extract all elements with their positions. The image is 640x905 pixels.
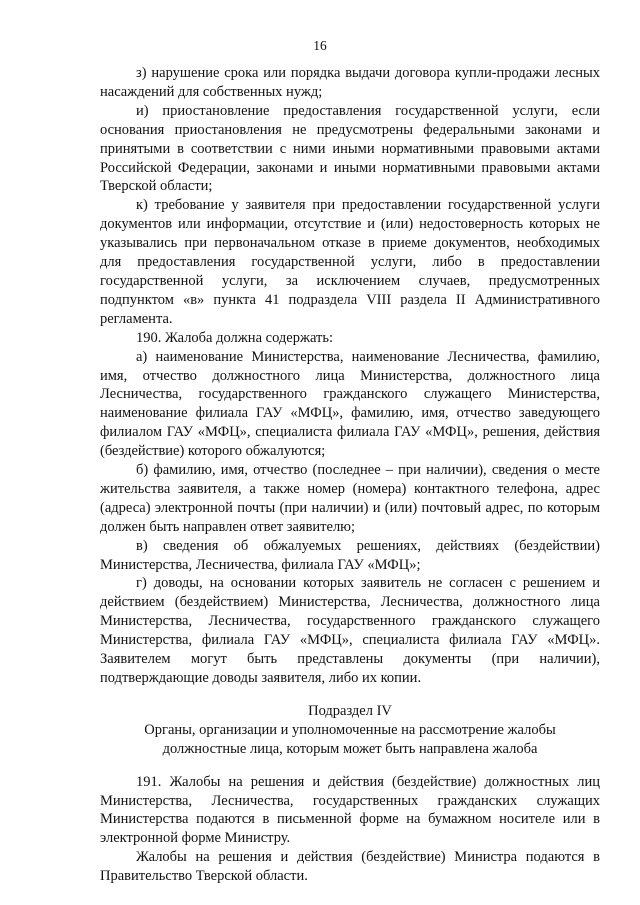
- paragraph-item-z: з) нарушение срока или порядка выдачи договора купли-продажи лесных насаждений для собственных нужд;: [100, 65, 600, 100]
- page-number: 16: [313, 38, 327, 53]
- heading-title-line-2: должностные лица, которым может быть направлена жалоба: [162, 740, 538, 757]
- paragraph-item-k: к) требование у заявителя при предоставлении государственной услуги документов или информации, отсутствие и (или) недостоверность которых не указывались при первоначальном отказе в приеме документов, необходимых для предоставления государственной услуги, либо в предоставлении государственной услуги, за исключением случаев, предусмотренных подпунктом «в» пункта 41 подраздела VIII раздела II Административного регламента.: [100, 197, 600, 327]
- heading-title-line-1: Органы, организации и уполномоченные на рассмотрение жалобы: [144, 721, 556, 738]
- heading-subsection-number: Подраздел IV: [308, 702, 392, 719]
- section-heading: [100, 702, 600, 759]
- paragraph-190: 190. Жалоба должна содержать:: [136, 329, 334, 346]
- paragraph-minister-complaints: Жалобы на решения и действия (бездействие) Министра подаются в Правительство Тверской области.: [100, 849, 600, 885]
- paragraph-item-i: и) приостановление предоставления государственной услуги, если основания приостановления не предусмотрены федеральными законами и принятыми в соответствии с ними иными нормативными правовыми актами Российской Федерации, законами и иными нормативными правовыми актами Тверской области;: [100, 102, 600, 195]
- paragraph-item-v: в) сведения об обжалуемых решениях, действиях (бездействии) Министерства, Лесничества, филиала ГАУ «МФЦ»;: [100, 537, 600, 573]
- paragraph-item-b: б) фамилию, имя, отчество (последнее – при наличии), сведения о месте жительства заявителя, а также номер (номера) контактного телефона, адрес (адреса) электронной почты (при наличии) и (или) почтовый адрес, по которым должен быть направлен ответ заявителю;: [100, 462, 600, 535]
- paragraph-item-a: а) наименование Министерства, наименование Лесничества, фамилию, имя, отчество должностного лица Министерства, должностного лица Лесничества, государственного гражданского служащего Министерства, наименование филиала ГАУ «МФЦ», фамилию, имя, отчество заведующего филиалом ГАУ «МФЦ», специалиста филиала ГАУ «МФЦ», решения, действия (бездействие) которого обжалуются;: [100, 348, 600, 460]
- document-body: [100, 64, 600, 886]
- paragraph-item-g: г) доводы, на основании которых заявитель не согласен с решением и действием (бездействием) Министерства, Лесничества, должностного лица Министерства, Лесничества, государственного гражданского служащего Министерства, филиала ГАУ «МФЦ», специалиста филиала ГАУ «МФЦ». Заявителем могут быть представлены документы (при наличии), подтверждающие доводы заявителя, либо их копии.: [100, 575, 600, 686]
- paragraph-191: 191. Жалобы на решения и действия (бездействие) должностных лиц Министерства, Лесничества, государственных гражданских служащих Министерства подаются в письменной форме на бумажном носителе или в электронной форме Министру.: [100, 773, 600, 847]
